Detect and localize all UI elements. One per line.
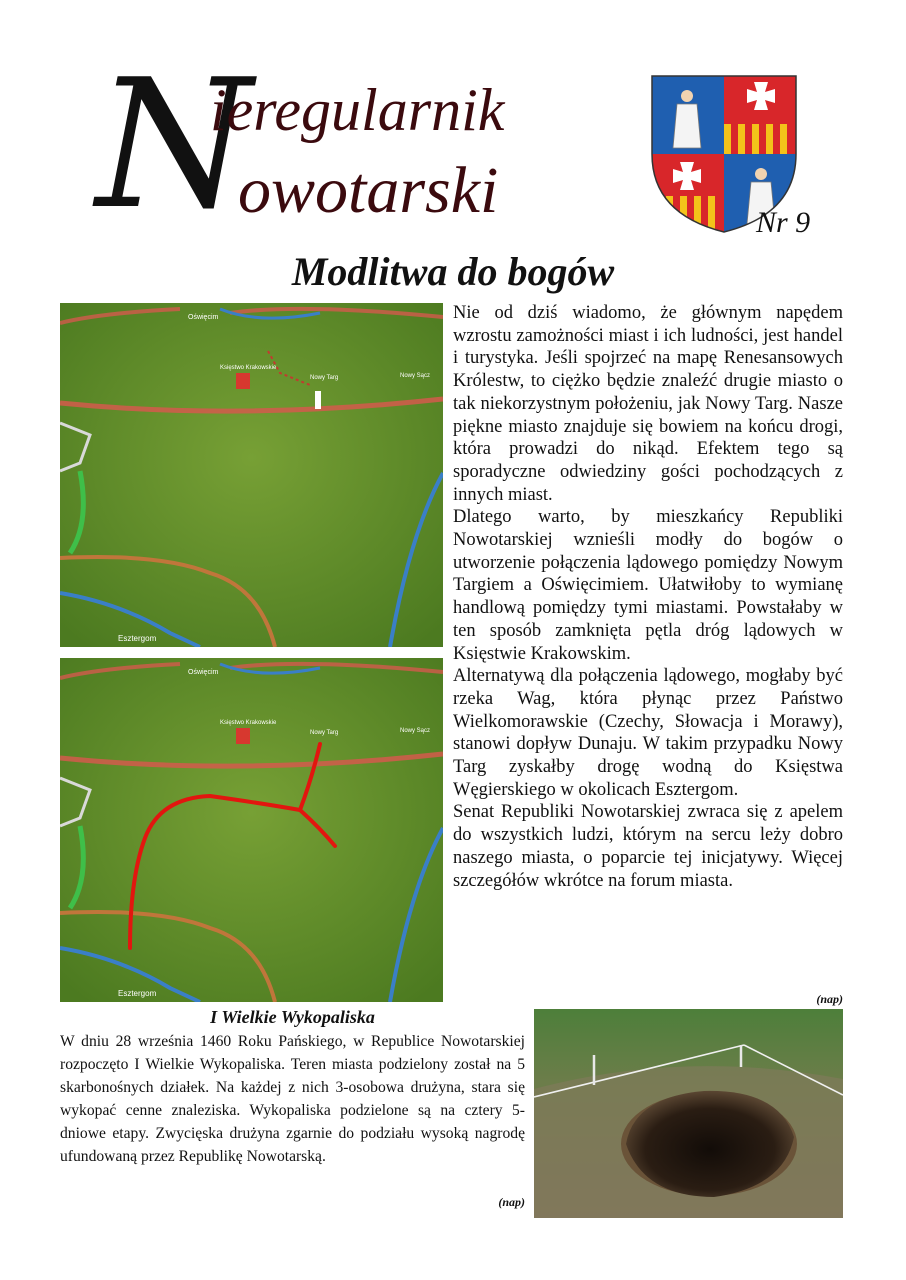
excavation-photo: [534, 1009, 843, 1218]
map-label-esztergom: Esztergom: [118, 989, 157, 998]
article-2-paragraph: W dniu 28 września 1460 Roku Pańskiego, w Republice Nowotarskiej rozpoczęto I Wielkie Wykopaliska. Teren miasta podzielony został na 5 skarbonośnych działek. Na każdej z nich 3-osobowa drużyna, stara się wykopać cenne znaleziska. Wykopaliska podzielone są na cztery 5-dniowe etapy. Zwycięska drużyna zgarnie do podziału wysoką nagrodę ufundowaną przez Republikę Nowotarską.: [60, 1033, 525, 1165]
issue-number: Nr 9: [756, 206, 811, 239]
article-2-body: [60, 1030, 525, 1168]
map-label-nowy-sacz: Nowy Sącz: [400, 728, 431, 734]
article-paragraph-3: Alternatywą dla połączenia lądowego, mogłaby być rzeka Wag, która płynąc przez Państwo Wielkomorawskie (Czechy, Słowacja i Morawy), stanowi dopływ Dunaju. W takim przypadku Nowy Targ zyskałby drogę wodną do Księstwa Węgierskiego w okolicach Esztergom.: [453, 666, 843, 800]
article-paragraph-2: Dlatego warto, by mieszkańcy Republiki Nowotarskiej wznieśli modły do bogów o utworzenie połączenia lądowego pomiędzy Nowym Targiem a Oświęcimiem. Ułatwiłoby to wymianę handlową pomiędzy tymi miastami. Powstałaby w ten sposób zamknięta pętla dróg lądowych w Księstwie Krakowskim.: [453, 507, 843, 664]
map-proposed-routes: [60, 658, 443, 1002]
article-body: [453, 302, 843, 892]
map-label-krakow: Księstwo Krakowskie: [220, 365, 277, 371]
article-2-title: I Wielkie Wykopaliska: [210, 1007, 375, 1027]
map-label-nowy-targ: Nowy Targ: [310, 375, 339, 381]
map-current-roads: [60, 303, 443, 647]
article-paragraph-1: Nie od dziś wiadomo, że głównym napędem wzrostu zamożności miast i ich ludności, jest handel i turystyka. Jeśli spojrzeć na mapę Renesansowych Królestw, to ciężko będzie znaleźć drugie miasto o tak niekorzystnym położeniu, jak Nowy Targ. Nasze piękne miasto znajduje się bowiem na końcu drogi, która prowadzi do nikąd. Efektem tego są sporadyczne odwiedziny gości pochodzących z innych miast.: [453, 303, 843, 505]
map-label-krakow: Księstwo Krakowskie: [220, 720, 277, 726]
map-label-oswiecim: Oświęcim: [188, 314, 219, 321]
article-2-author: (nap): [498, 1195, 525, 1209]
article-paragraph-4: Senat Republiki Nowotarskiej zwraca się z apelem do wszystkich ludzi, którym na sercu leży dobro naszego miasta, o poparcie tej inicjatywy. Więcej szczegółów wkrótce na forum miasta.: [453, 802, 843, 891]
map-label-esztergom: Esztergom: [118, 634, 157, 643]
masthead-line-2: owotarski: [238, 154, 499, 227]
masthead-line-1: ieregularnik: [210, 77, 505, 143]
masthead-initial: N: [96, 41, 248, 248]
article-title: Modlitwa do bogów: [291, 249, 615, 294]
map-label-oswiecim: Oświęcim: [188, 669, 219, 676]
map-label-nowy-targ: Nowy Targ: [310, 730, 339, 736]
map-label-nowy-sacz: Nowy Sącz: [400, 373, 431, 379]
article-author: (nap): [816, 992, 843, 1006]
